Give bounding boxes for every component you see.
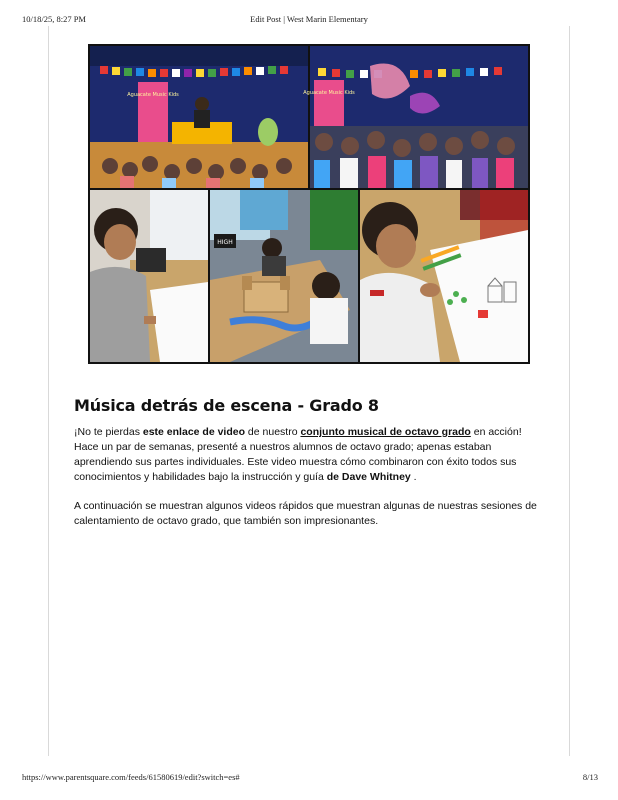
page-border-left	[48, 26, 49, 756]
ensemble-link[interactable]: conjunto musical de octavo grado	[300, 426, 471, 438]
photo-audience-scarves[interactable]	[303, 46, 528, 188]
video-link[interactable]: este enlace de video	[142, 426, 246, 438]
post-body	[74, 425, 544, 529]
print-url: https://www.parentsquare.com/feeds/61580619/edit?switch=es#	[22, 772, 240, 782]
photo-cardboard-castle-model[interactable]	[210, 190, 358, 362]
post-content	[74, 396, 544, 543]
photo-stage-performance[interactable]	[90, 46, 308, 188]
photo-collage	[88, 44, 530, 364]
p1-text-4: .	[410, 471, 417, 483]
print-datetime: 10/18/25, 8:27 PM	[22, 14, 86, 24]
photo-student-drawing-map[interactable]	[360, 190, 528, 362]
photo-student-laptop-drawing[interactable]	[90, 190, 208, 362]
p1-text-3: en acción! Hace un par de semanas, presenté a nuestros alumnos de octavo grado; apenas estaban aprendiendo sus partes individuales. Este video muestra cómo combinaron con éxito todos sus conocimientos y habilidades bajo la instrucción y guía	[74, 426, 522, 483]
post-paragraph-1	[74, 425, 544, 485]
instructor-name: de Dave Whitney	[326, 471, 411, 483]
post-paragraph-2: A continuación se muestran algunos videos rápidos que muestran algunas de nuestras sesiones de calentamiento de octavo grado, que también son impresionantes.	[74, 500, 537, 527]
stage-poster-text: Aguacate Music Kids	[127, 92, 179, 98]
audience-poster-text: Aguacate Music Kids	[303, 90, 355, 96]
p1-text-2: de nuestro	[245, 426, 301, 438]
print-header	[0, 14, 618, 26]
page-border-right	[569, 26, 570, 756]
post-title: Música detrás de escena - Grado 8	[74, 396, 379, 415]
print-footer	[0, 772, 618, 784]
model-sign-text: HIGH	[217, 239, 233, 246]
print-page-title: Edit Post | West Marin Elementary	[250, 14, 368, 24]
print-page-counter: 8/13	[582, 772, 598, 782]
p1-text-1: ¡No te pierdas	[74, 426, 143, 438]
